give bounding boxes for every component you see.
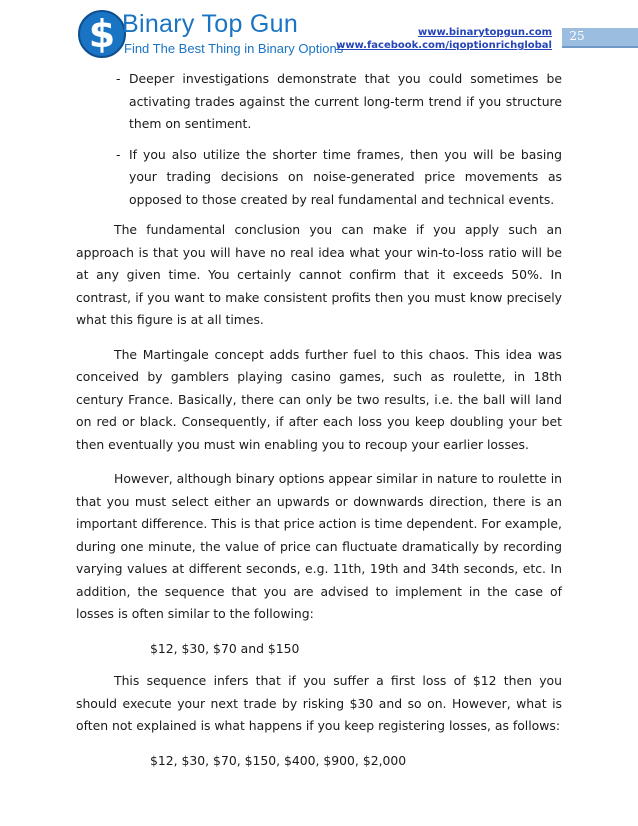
header-links bbox=[336, 26, 552, 52]
facebook-link[interactable]: www.facebook.com/iqoptionrichglobal bbox=[336, 40, 552, 51]
paragraph-conclusion: The fundamental conclusion you can make if you apply such an approach is that you will have no real idea what your win-to-loss ratio will be at any given time. You certainly cannot confirm that it exceeds 50%. In contrast, if you want to make consistent profits then you must know precisely what this figure is at all times. bbox=[76, 222, 562, 327]
bullet-text: Deeper investigations demonstrate that you could sometimes be activating trades against the current long-term trend if you structure them on sentiment. bbox=[129, 71, 562, 131]
document-body bbox=[76, 68, 562, 782]
logo-dollar-symbol: $ bbox=[88, 12, 116, 56]
bullet-text: If you also utilize the shorter time frames, then you will be basing your trading decisions on noise-generated price movements as opposed to those created by real fundamental and technical events. bbox=[129, 146, 562, 207]
paragraph-sequence-infers: This sequence infers that if you suffer a first loss of $12 then you should execute your next trade by risking $30 and so on. However, what is often not explained is what happens if you keep registering losses, as follows: bbox=[76, 673, 562, 733]
paragraph-difference: However, although binary options appear similar in nature to roulette in that you must select either an upwards or downwards direction, there is an important difference. This is that price action is time dependent. For example, during one minute, the value of price can fluctuate dramatically by recording varying values at different seconds, e.g. 11th, 19th and 34th seconds, etc. In addition, the sequence that you are advised to implement in the case of losses is often similar to the following: bbox=[76, 471, 562, 621]
sequence-short: $12, $30, $70 and $150 bbox=[150, 640, 300, 656]
page-number-box bbox=[562, 28, 638, 48]
website-link[interactable]: www.binarytopgun.com bbox=[418, 27, 552, 38]
page-number: 25 bbox=[569, 29, 585, 43]
logo-title: Binary Top Gun bbox=[122, 10, 299, 38]
bullet-dash: - bbox=[116, 71, 121, 86]
sequence-long: $12, $30, $70, $150, $400, $900, $2,000 bbox=[150, 752, 407, 768]
paragraph-martingale: The Martingale concept adds further fuel to this chaos. This idea was conceived by gamblers playing casino games, such as roulette, in 18th century France. Basically, there can only be two results, i.e. the ball will land on red or black. Consequently, if after each loss you keep doubling your bet then eventually you must win enabling you to recoup your earlier losses. bbox=[76, 346, 562, 452]
logo-tagline: Find The Best Thing in Binary Options bbox=[124, 41, 344, 56]
binary-top-gun-logo bbox=[78, 10, 368, 60]
bullet-item bbox=[76, 144, 562, 212]
page-header bbox=[0, 0, 638, 62]
bullet-item bbox=[76, 68, 562, 136]
bullet-dash: - bbox=[116, 146, 121, 162]
